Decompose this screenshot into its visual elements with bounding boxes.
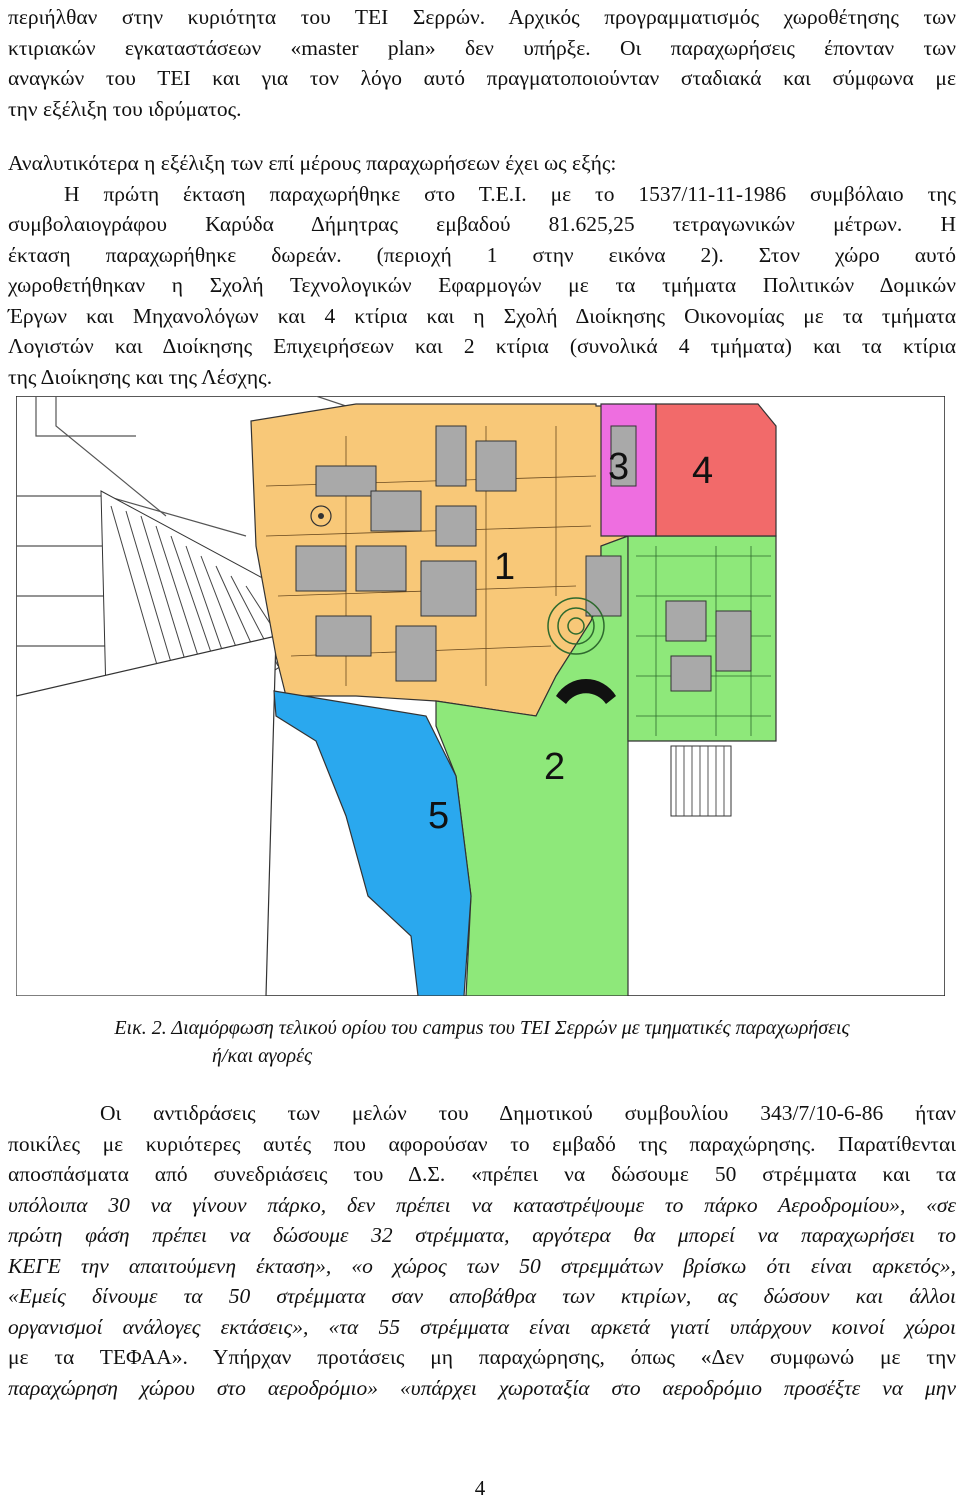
- text-line: κτιριακών εγκαταστάσεων «master plan» δεν υπήρξε. Οι παραχωρήσεις έπονταν των: [8, 35, 956, 60]
- intro-paragraph: [8, 2, 956, 124]
- zone-label-5: 5: [428, 795, 450, 837]
- text-line: πρώτη φάση πρέπει να δώσουμε 32 στρέμματα, αργότερα θα μπορεί να παραχωρήσει το: [8, 1223, 956, 1247]
- building: [436, 506, 476, 546]
- text-line: έκταση παραχωρήθηκε δωρεάν. (περιοχή 1 στην εικόνα 2). Στον χώρο αυτό: [8, 242, 956, 267]
- caption-line: Εικ. 2. Διαμόρφωση τελικού ορίου του campus του ΤΕΙ Σερρών με τμηματικές παραχωρήσεις: [114, 1017, 850, 1039]
- text-line: οργανισμοί ανάλογες εκτάσεις», «τα 55 στρέμματα είναι αρκετά γιατί υπάρχουν κοινοί χώροι: [8, 1314, 956, 1339]
- reaction-paragraph: [8, 1098, 956, 1403]
- text-line: Η πρώτη έκταση παραχωρήθηκε στο Τ.Ε.Ι. με το 1537/11-11-1986 συμβόλαιο της: [64, 181, 956, 206]
- text-line: αποσπάσματα από συνεδριάσεις του Δ.Σ. «πρέπει να δώσουμε 50 στρέμματα και τα: [8, 1162, 956, 1186]
- text-line: Οι αντιδράσεις των μελών του Δημοτικού συμβουλίου 343/7/10-6-86 ήταν: [100, 1101, 956, 1125]
- text-line: Έργων και Μηχανολόγων και 4 κτίρια και η Σχολή Διοίκησης Οικονομίας με τα τμήματα: [8, 303, 956, 328]
- zone-4-area: [656, 404, 776, 536]
- hatched-building: [671, 746, 731, 816]
- caption-line: ή/και αγορές: [212, 1045, 313, 1067]
- unassigned-plot: [16, 636, 276, 996]
- text-line: Αναλυτικότερα η εξέλιξη των επί μέρους παραχωρήσεων έχει ως εξής:: [8, 151, 617, 175]
- building: [436, 426, 466, 486]
- building: [371, 491, 421, 531]
- building: [296, 546, 346, 591]
- text-line: χωροθετήθηκαν η Σχολή Τεχνολογικών Εφαρμογών με τα τμήματα Πολιτικών Δομικών: [8, 273, 956, 297]
- text-line: παραχώρηση χώρου στο αεροδρόμιο» «υπάρχει χωροταξία στο αεροδρόμιο προσέξτε να μην: [8, 1375, 956, 1400]
- page-number: 4: [474, 1476, 486, 1500]
- text-line: την εξέλιξη του ιδρύματος.: [8, 96, 242, 121]
- building: [586, 556, 621, 616]
- building: [396, 626, 436, 681]
- building: [671, 656, 711, 691]
- figure-caption: [8, 1014, 956, 1070]
- building: [316, 616, 371, 656]
- campus-map-figure: [16, 396, 945, 996]
- text-line: περιήλθαν στην κυριότητα του ΤΕΙ Σερρών. Αρχικός προγραμματισμός χωροθέτησης των: [8, 5, 956, 29]
- building: [356, 546, 406, 591]
- building: [421, 561, 476, 616]
- zone-label-2: 2: [544, 746, 566, 788]
- text-line: ποικίλες με κυριότερες αυτές που αφορούσαν το εμβαδό της παραχώρησης. Παρατίθενται: [8, 1131, 956, 1156]
- text-line: Λογιστών και Διοίκησης Επιχειρήσεων και 2 κτίρια (συνολικά 4 τμήματα) και τα κτίρια: [8, 334, 956, 358]
- building: [666, 601, 706, 641]
- zone-label-1: 1: [494, 546, 516, 588]
- text-line: «Εμείς δίνουμε τα 50 στρέμματα σαν αποβάθρα των κτιρίων, ας δώσουν και άλλοι: [8, 1284, 956, 1308]
- zone-label-4: 4: [692, 450, 714, 492]
- text-line: της Διοίκησης και της Λέσχης.: [8, 364, 273, 389]
- building: [476, 441, 516, 491]
- building: [316, 466, 376, 496]
- zone-label-3: 3: [608, 446, 630, 488]
- text-line: υπόλοιπα 30 να γίνουν πάρκο, δεν πρέπει να καταστρέψουμε το πάρκο Αεροδρομίου», «σε: [8, 1192, 956, 1217]
- text-line: αναγκών του ΤΕΙ και για τον λόγο αυτό πραγματοποιούνταν σταδιακά και σύμφωνα με: [8, 66, 956, 90]
- text-line: ΚΕΓΕ την απαιτούμενη έκταση», «ο χώρος των 50 στρεμμάτων βρίσκω ότι είναι αρκετός»,: [8, 1253, 956, 1278]
- campus-map: [16, 396, 945, 996]
- detail-paragraph: [8, 148, 956, 392]
- text-line: με τα ΤΕΦΑΑ». Υπήρχαν προτάσεις μη παραχώρησης, όπως «Δεν συμφωνώ με την: [8, 1345, 956, 1369]
- building: [716, 611, 751, 671]
- text-line: συμβολαιογράφου Καρύδα Δήμητρας εμβαδού 81.625,25 τετραγωνικών μέτρων. Η: [8, 212, 956, 236]
